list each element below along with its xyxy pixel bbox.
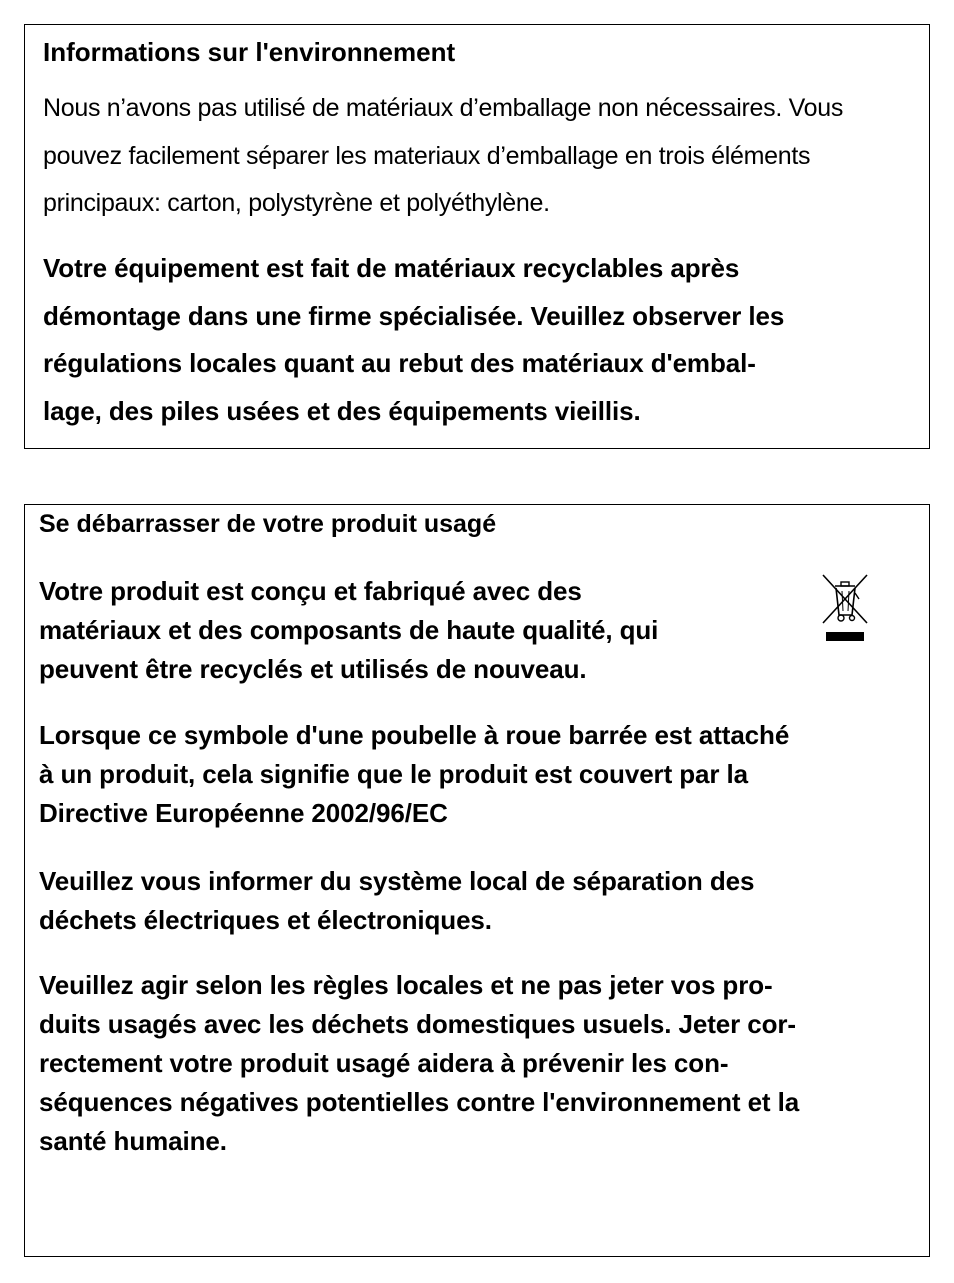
product-disposal-box <box>24 504 930 1257</box>
paragraph-line: déchets électriques et électroniques. <box>39 905 492 935</box>
symbol-meaning-paragraph <box>39 716 919 833</box>
packaging-paragraph <box>43 85 903 228</box>
disposal-title: Se débarrasser de votre produit usagé <box>39 510 497 538</box>
local-system-paragraph <box>39 862 919 940</box>
local-rules-paragraph <box>39 966 924 1161</box>
recycling-line: Votre équipement est fait de matériaux recyclables après <box>43 253 740 283</box>
paragraph-line: peuvent être recyclés et utilisés de nouveau. <box>39 654 587 684</box>
environment-title: Informations sur l'environnement <box>43 37 456 67</box>
environment-info-box <box>24 24 930 449</box>
paragraph-line: Votre produit est conçu et fabriqué avec des <box>39 576 582 606</box>
crossed-out-wheeled-bin-icon <box>819 573 871 645</box>
recycling-paragraph <box>43 245 913 435</box>
packaging-line: pouvez facilement séparer les materiaux d’emballage en trois éléments <box>43 141 811 170</box>
packaging-line: Nous n’avons pas utilisé de matériaux d’emballage non nécessaires. Vous <box>43 94 844 122</box>
recycling-line: régulations locales quant au rebut des matériaux d'embal- <box>43 348 756 378</box>
paragraph-line: rectement votre produit usagé aidera à prévenir les con- <box>39 1048 729 1078</box>
paragraph-line: Veuillez vous informer du système local de séparation des <box>39 866 755 896</box>
paragraph-line: duits usagés avec les déchets domestiques usuels. Jeter cor- <box>39 1009 796 1039</box>
paragraph-line: Veuillez agir selon les règles locales et ne pas jeter vos pro- <box>39 970 773 1000</box>
recycling-line: démontage dans une firme spécialisée. Veuillez observer les <box>43 300 785 331</box>
paragraph-line: matériaux et des composants de haute qualité, qui <box>39 615 659 645</box>
paragraph-line: Directive Européenne 2002/96/EC <box>39 798 448 828</box>
paragraph-line: Lorsque ce symbole d'une poubelle à roue barrée est attaché <box>39 720 790 750</box>
paragraph-line: séquences négatives potentielles contre l'environnement et la <box>39 1087 800 1117</box>
paragraph-line: santé humaine. <box>39 1126 227 1156</box>
recycling-line: lage, des piles usées et des équipements vieillis. <box>43 395 641 426</box>
paragraph-line: à un produit, cela signifie que le produit est couvert par la <box>39 759 749 789</box>
packaging-line: principaux: carton, polystyrène et polyéthylène. <box>43 189 550 217</box>
quality-materials-paragraph <box>39 572 779 689</box>
